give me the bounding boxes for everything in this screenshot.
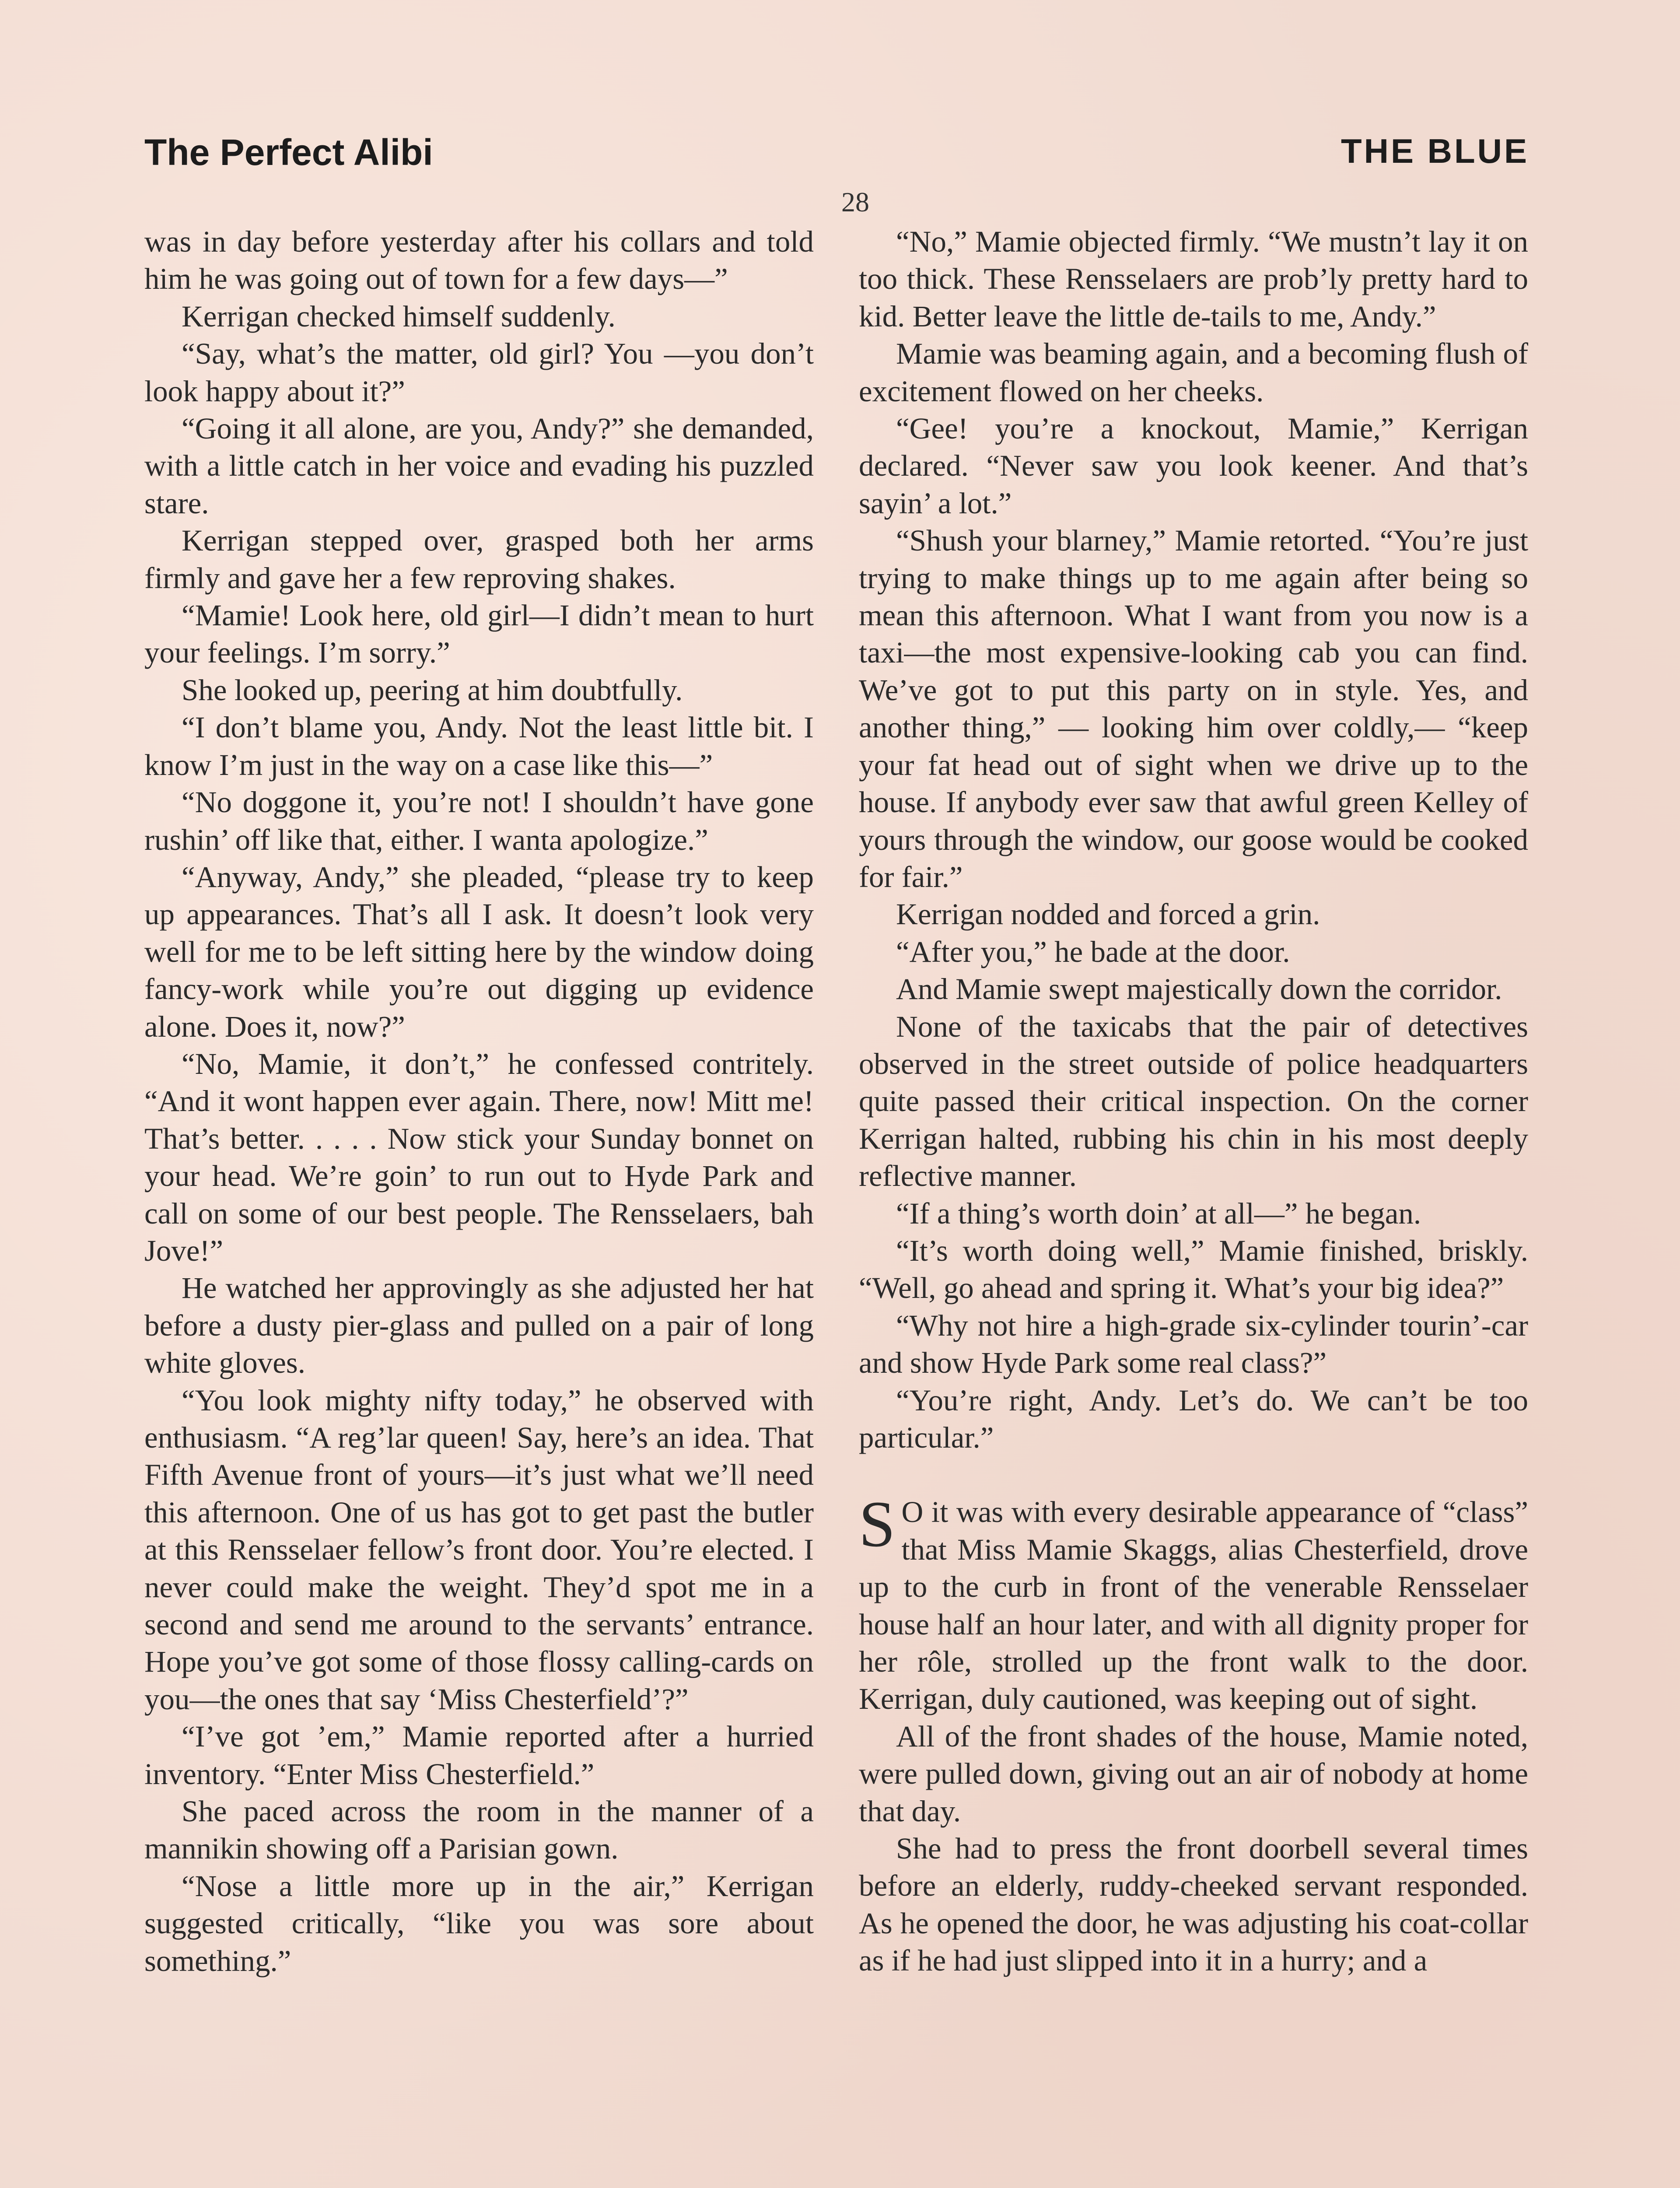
right-column: [859, 223, 1528, 1980]
paragraph: All of the front shades of the house, Mamie noted, were pulled down, giving out an air of nobody at home that day.: [859, 1719, 1528, 1828]
paragraph: Kerrigan nodded and forced a grin.: [896, 898, 1320, 931]
left-column: [144, 223, 814, 1980]
paragraph: “Why not hire a high-grade six-cylinder tourin’-car and show Hyde Park some real class?”: [859, 1308, 1528, 1380]
paragraph: She looked up, peering at him doubtfully.: [182, 673, 683, 707]
drop-cap: S: [859, 1488, 896, 1561]
paragraph: “Shush your blarney,” Mamie retorted. “You’re just trying to make things up to me again after being so mean this afternoon. What I want from you now is a taxi—the most expensive-looking cab you can find. We’ve got to put this party on in style. Yes, and another thing,” — looking him over coldly,— “keep your fat head out of sight when we drive up to the house. If anybody ever saw that awful green Kelley of yours through the window, our goose would be cooked for fair.”: [859, 524, 1528, 894]
paragraph: And Mamie swept majestically down the corridor.: [896, 972, 1502, 1006]
paragraph: “After you,” he bade at the door.: [896, 935, 1290, 968]
paragraph: “Anyway, Andy,” she pleaded, “please try to keep up appearances. That’s all I ask. It doesn’t look very well for me to be left sitting here by the window doing fancy-work while you’re out digging up evidence alone. Does it, now?”: [144, 860, 814, 1043]
paragraph: was in day before yesterday after his collars and told him he was going out of town for a few days—”: [144, 225, 814, 296]
paragraph: “No, Mamie, it don’t,” he confessed contritely. “And it wont happen ever again. There, now! Mitt me! That’s better. . . . . Now stick your Sunday bonnet on your head. We’re goin’ to run out to Hyde Park and call on some of our best people. The Rensselaers, bah Jove!”: [144, 1047, 814, 1267]
paragraph: “Say, what’s the matter, old girl? You —you don’t look happy about it?”: [144, 337, 814, 408]
paragraph: “If a thing’s worth doin’ at all—” he began.: [896, 1196, 1421, 1230]
paragraph: He watched her approvingly as she adjusted her hat before a dusty pier-glass and pulled on a pair of long white gloves.: [144, 1271, 814, 1380]
page-header: [144, 131, 1529, 184]
paragraph: “Mamie! Look here, old girl—I didn’t mean to hurt your feelings. I’m sorry.”: [144, 599, 814, 670]
paragraph: Kerrigan checked himself suddenly.: [182, 299, 616, 333]
paragraph: None of the taxicabs that the pair of detectives observed in the street outside of police headquarters quite passed their critical inspection. On the corner Kerrigan halted, rubbing his chin in his most deeply reflective manner.: [859, 1010, 1528, 1193]
paragraph: “I’ve got ’em,” Mamie reported after a hurried inventory. “Enter Miss Chesterfield.”: [144, 1720, 814, 1791]
paragraph: “Going it all alone, are you, Andy?” she demanded, with a little catch in her voice and evading his puzzled stare.: [144, 412, 814, 520]
page-number: 28: [841, 186, 869, 217]
section-opening-paragraph: [859, 1488, 1528, 1718]
paragraph: Kerrigan stepped over, grasped both her arms firmly and gave her a few reproving shakes.: [144, 524, 814, 595]
paragraph: “No,” Mamie objected firmly. “We mustn’t lay it on too thick. These Rensselaers are prob’ly pretty hard to kid. Better leave the little de-tails to me, Andy.”: [859, 225, 1528, 333]
paragraph: “Gee! you’re a knockout, Mamie,” Kerrigan declared. “Never saw you look keener. And that’s sayin’ a lot.”: [859, 412, 1528, 520]
section-opening-text: O it was with every desirable appearance of “class” that Miss Mamie Skaggs, alias Chesterfield, drove up to the curb in front of the venerable Rensselaer house half an hour later, and with all dignity proper for her rôle, strolled up the front walk to the door. Kerrigan, duly cautioned, was keeping out of sight.: [859, 1495, 1528, 1716]
paragraph: Mamie was beaming again, and a becoming flush of excitement flowed on her cheeks.: [859, 337, 1528, 408]
paragraph: “No doggone it, you’re not! I shouldn’t have gone rushin’ off like that, either. I wanta apologize.”: [144, 785, 814, 856]
paragraph: “I don’t blame you, Andy. Not the least little bit. I know I’m just in the way on a case like this—”: [144, 711, 814, 782]
paragraph: “It’s worth doing well,” Mamie finished, briskly. “Well, go ahead and spring it. What’s your big idea?”: [859, 1234, 1528, 1305]
paragraph: “You look mighty nifty today,” he observed with enthusiasm. “A reg’lar queen! Say, here’s an idea. That Fifth Avenue front of yours—it’s just what we’ll need this afternoon. One of us has got to get past the butler at this Rensselaer fellow’s front door. You’re elected. I never could make the weight. They’d spot me in a second and send me around to the servants’ entrance. Hope you’ve got some of those flossy calling-cards on you—the ones that say ‘Miss Chesterfield’?”: [144, 1383, 814, 1716]
paragraph: “Nose a little more up in the air,” Kerrigan suggested critically, “like you was sore about something.”: [144, 1869, 814, 1978]
paragraph: She had to press the front doorbell several times before an elderly, ruddy-cheeked servant responded. As he opened the door, he was adjusting his coat-collar as if he had just slipped into it in a hurry; and a: [859, 1832, 1528, 1978]
magazine-name: THE BLUE: [1341, 132, 1529, 170]
paragraph: She paced across the room in the manner of a mannikin showing off a Parisian gown.: [144, 1795, 814, 1865]
running-title: The Perfect Alibi: [144, 132, 433, 173]
paragraph: “You’re right, Andy. Let’s do. We can’t be too particular.”: [859, 1383, 1528, 1454]
